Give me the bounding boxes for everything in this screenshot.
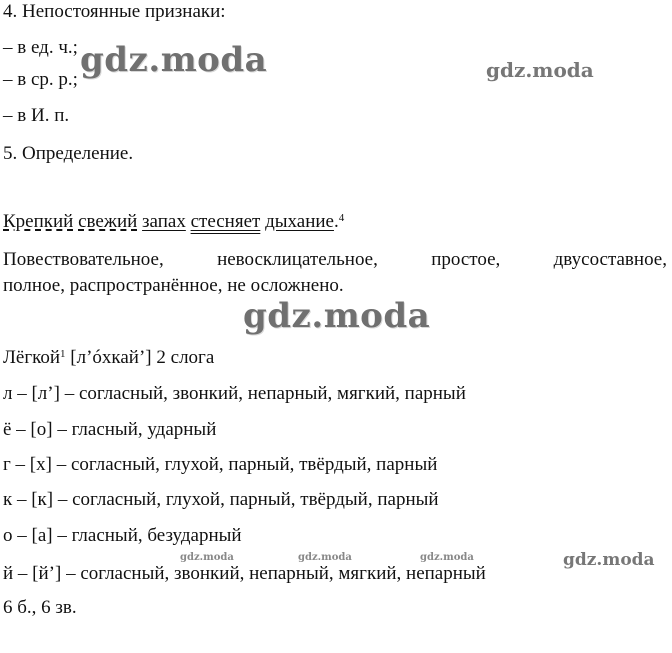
phonetic-transcription: [л’óхкай’] 2 слога xyxy=(70,347,215,368)
nonconst-item-case: – в И. п. xyxy=(3,105,70,126)
sentence-footnote: 4 xyxy=(338,212,345,224)
watermark: gdz.moda xyxy=(80,40,268,80)
analysis-line-2: полное, распространённое, не осложнено. xyxy=(3,275,344,296)
phonetic-line: й – [й’] – согласный, звонкий, непарный, мягкий, непарный xyxy=(3,563,486,584)
watermark: gdz.moda xyxy=(420,552,474,563)
phonetic-line: к – [к] – согласный, глухой, парный, твёрдый, парный xyxy=(3,489,439,510)
phonetic-line: о – [а] – гласный, безударный xyxy=(3,525,242,546)
analysis-word: простое, xyxy=(431,249,501,270)
phonetic-total: 6 б., 6 зв. xyxy=(3,597,77,618)
watermark: gdz.moda xyxy=(298,552,352,563)
sentence-word-object: дыхание xyxy=(265,211,334,232)
definition-label: 5. Определение. xyxy=(3,143,134,164)
phonetic-footnote: 1 xyxy=(60,348,66,360)
sentence xyxy=(3,210,344,234)
nonconst-item-gender: – в ср. р.; xyxy=(3,69,78,90)
phonetic-line: г – [х] – согласный, глухой, парный, твёрдый, парный xyxy=(3,454,438,475)
phonetic-header xyxy=(3,346,214,370)
nonconst-item-number: – в ед. ч.; xyxy=(3,37,78,58)
sentence-word-attribute: Крепкий xyxy=(3,211,74,232)
analysis-word: двусоставное, xyxy=(553,249,667,270)
phonetic-line: ё – [о] – гласный, ударный xyxy=(3,419,217,440)
nonconst-heading: 4. Непостоянные признаки: xyxy=(3,1,226,22)
phonetic-word: Лёгкой xyxy=(3,347,61,368)
phonetic-line: л – [л’] – согласный, звонкий, непарный, мягкий, парный xyxy=(3,383,466,404)
watermark: gdz.moda xyxy=(563,550,655,570)
watermark: gdz.moda xyxy=(486,58,594,82)
sentence-word-subject: запах xyxy=(142,211,186,232)
analysis-line-1 xyxy=(3,248,667,272)
watermark: gdz.moda xyxy=(243,296,431,336)
sentence-end: . xyxy=(333,211,339,232)
sentence-word-attribute: свежий xyxy=(78,211,138,232)
sentence-word-predicate: стесняет xyxy=(190,211,261,232)
analysis-word: Повествовательное, xyxy=(3,249,164,270)
watermark: gdz.moda xyxy=(180,552,234,563)
analysis-word: невосклицательное, xyxy=(217,249,378,270)
